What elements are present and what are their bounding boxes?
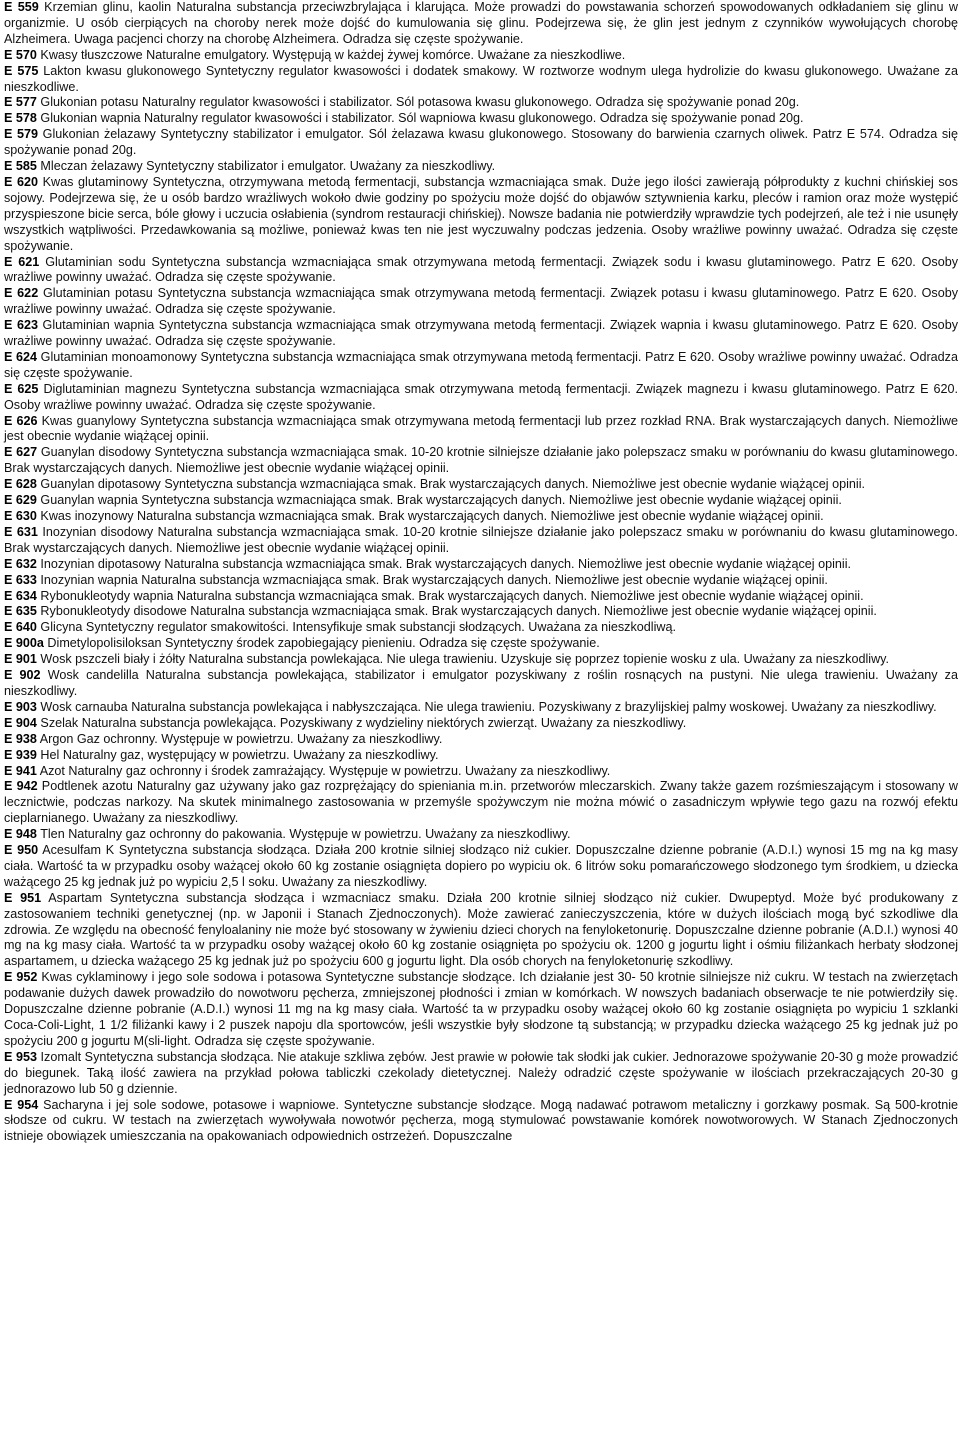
additive-description: Inozynian dipotasowy Naturalna substancja wzmacniająca smak. Brak wystarczających danych. Niemożliwe jest obecnie wydanie wiążącej opinii. <box>36 556 852 571</box>
additive-entry <box>4 318 958 350</box>
additive-entry <box>4 445 958 477</box>
additive-code: E 941 <box>4 763 37 778</box>
additive-entry <box>4 827 958 843</box>
additive-description: Guanylan disodowy Syntetyczna substancja wzmacniająca smak. 10-20 krotnie silniejsze działanie jako polepszacz smaku w porównaniu do kwasu glutaminowego. Brak wystarczających danych. Niemożliwe jest obecnie wydanie wiążącej opinii. <box>4 445 958 476</box>
additive-entry <box>4 159 958 175</box>
additive-description: Kwas glutaminowy Syntetyczna, otrzymywana metodą fermentacji, substancja wzmacniająca smak. Duże jego ilości zawierają półprodukty z kuchni chińskiej sos sojowy. Podejrzewa się, że u osób bardzo wrażliwych wokoło dwie godziny po spożyciu może dojść do objawów sztywnienia karku, pleców i ramion oraz może występić przyspieszone bicie serca, bóle głowy i uczucia osłabienia (syndrom restauracji chińskiej). Nowsze badania nie potwierdziły wprawdzie tych podejrzeń, ale też i nie usunęły wszystkich wątpliwości. Przedawkowania są możliwe, ponieważ kwas ten nie jest wyczuwalny podczas jedzenia. Osoby wrażliwe powinny uważać. Odradza się częste spożywanie. <box>4 174 958 253</box>
additive-entry <box>4 1098 958 1146</box>
additive-code: E 904 <box>4 715 37 730</box>
additive-description: Kwas inozynowy Naturalna substancja wzmacniająca smak. Brak wystarczających danych. Niemożliwe jest obecnie wydanie wiążącej opinii. <box>36 509 824 523</box>
additive-description: Glicyna Syntetyczny regulator smakowitości. Intensyfikuje smak substancji słodzących. Uważana za nieszkodliwą. <box>36 620 676 635</box>
additive-description: Lakton kwasu glukonowego Syntetyczny regulator kwasowości i dodatek smakowy. W roztworze wodnym ulega hydrolizie do kwasu glukonowego. Uważane za nieszkodliwe. <box>4 63 958 94</box>
additive-description: Argon Gaz ochronny. Występuje w powietrzu. Uważany za nieszkodliwy. <box>36 731 443 746</box>
additive-description: Kwasy tłuszczowe Naturalne emulgatory. Występują w każdej żywej komórce. Uważane za nieszkodliwe. <box>36 47 626 62</box>
additive-entry <box>4 668 958 700</box>
additive-entry <box>4 779 958 827</box>
additive-entry <box>4 64 958 96</box>
additive-code: E 623 <box>4 318 38 333</box>
additive-description: Glukonian wapnia Naturalny regulator kwasowości i stabilizator. Sól wapniowa kwasu glukonowego. Odradza się spożywanie ponad 20g. <box>36 111 804 126</box>
additive-code: E 635 <box>4 604 37 619</box>
additive-entry <box>4 843 958 891</box>
additive-entry <box>4 127 958 159</box>
additive-code: E 950 <box>4 843 39 858</box>
additive-entry <box>4 525 958 557</box>
additive-description: Wosk pszczeli biały i żółty Naturalna substancja powlekająca. Nie ulega trawieniu. Uzyskuje się poprzez topienie wosku z ula. Uważany za nieszkodliwy. <box>36 652 890 667</box>
additive-description: Inozynian wapnia Naturalna substancja wzmacniająca smak. Brak wystarczających danych. Niemożliwe jest obecnie wydanie wiążącej opinii. <box>36 572 828 587</box>
additive-code: E 575 <box>4 63 39 78</box>
additive-entry <box>4 493 958 509</box>
additive-entry <box>4 350 958 382</box>
additive-entry <box>4 970 958 1050</box>
additive-description: Rybonukleotydy wapnia Naturalna substancja wzmacniająca smak. Brak wystarczających danych. Niemożliwe jest obecnie wydanie wiążącej opinii. <box>36 588 864 603</box>
additive-description: Glutaminian sodu Syntetyczna substancja wzmacniająca smak otrzymywana metodą fermentacji. Związek sodu i kwasu glutaminowego. Patrz E 620. Osoby wrażliwe powinny uważać. Odradza się częste spożywanie. <box>4 254 958 285</box>
additive-entry <box>4 764 958 780</box>
additive-entry <box>4 414 958 446</box>
additive-code: E 952 <box>4 970 38 985</box>
additive-entry <box>4 175 958 255</box>
additive-code: E 938 <box>4 731 37 746</box>
additive-code: E 570 <box>4 47 37 62</box>
additive-code: E 634 <box>4 588 37 603</box>
additive-entry <box>4 748 958 764</box>
additive-entry <box>4 255 958 287</box>
additive-entry <box>4 589 958 605</box>
additive-entry <box>4 716 958 732</box>
additive-description: Azot Naturalny gaz ochronny i środek zamrażający. Występuje w powietrzu. Uważany za nieszkodliwy. <box>36 763 611 778</box>
additive-description: Sacharyna i jej sole sodowe, potasowe i wapniowe. Syntetyczne substancje słodzące. Mogą nadawać potrawom metaliczny i gorzkawy posmak. Są 500-krotnie słodsze od cukru. W testach na zwierzętach wywoływała nowotwór pęcherza, mogą stymulować powstawanie komórek nowotworowych. W Stanach Zjednoczonych istnieje obowiązek umieszczania na opakowaniach odpowiednich ostrzeżeń. Dopuszczalne <box>4 1097 958 1144</box>
additive-entry <box>4 111 958 127</box>
additive-entry <box>4 1050 958 1098</box>
additive-description: Szelak Naturalna substancja powlekająca. Pozyskiwany z wydzieliny niektórych zwierząt. Uważany za nieszkodliwy. <box>36 715 687 730</box>
additive-description: Glukonian potasu Naturalny regulator kwasowości i stabilizator. Sól potasowa kwasu glukonowego. Odradza się spożywanie ponad 20g. <box>36 95 800 110</box>
additive-code: E 640 <box>4 620 37 635</box>
additive-description: Guanylan wapnia Syntetyczna substancja wzmacniająca smak. Brak wystarczających danych. Niemożliwe jest obecnie wydanie wiążącej opinii. <box>36 493 842 508</box>
additive-code: E 951 <box>4 890 42 905</box>
additive-code: E 942 <box>4 779 38 794</box>
additive-code: E 953 <box>4 1049 37 1064</box>
additive-code: E 903 <box>4 699 37 714</box>
additive-code: E 578 <box>4 111 37 126</box>
additive-code: E 625 <box>4 381 39 396</box>
additive-description: Krzemian glinu, kaolin Naturalna substancja przeciwzbrylająca i klarująca. Może prowadzi do powstawania schorzeń spowodowanych odkładaniem się glinu w organizmie. U osób cierpiących na choroby nerek może dojść do kumulowania się glinu. Podejrzewa się, że glin jest jednym z czynników wywołujących chorobę Alzheimera. Uwaga pacjenci chorzy na chorobę Alzheimera. Odradza się częste spożywanie. <box>4 0 958 46</box>
additive-description: Aspartam Syntetyczna substancja słodząca i wzmacniacz smaku. Działa 200 krotnie silniej słodząco niż cukier. Dwupeptyd. Może być produkowany z zastosowaniem techniki genetycznej (np. w Japonii i Stanach Zjednoczonych). Może zawierać zanieczyszczenia, które w dużych ilościach mogą być szkodliwe dla zdrowia. Ze względu na obecność fenyloalaniny nie może być stosowany w żywieniu dzieci chorych na fenyloketonurię. Dopuszczalne dzienne pobranie (A.D.I.) wynosi 40 mg na kg masy ciała. Wartość ta w przypadku osoby ważącej około 60 kg zostanie osiągnięta po spożyciu ok. 1200 g jogurtu light i ośmiu filiżankach herbaty słodzonej aspartamem, u dziecka ważącego 25 kg jednak już po spożyciu 600 g jogurtu light. Dla osób chorych na fenyloketonurię szkodliwy. <box>4 890 958 969</box>
additive-description: Wosk candelilla Naturalna substancja powlekająca, stabilizator i emulgator pozyskiwany z roślin rosnących na pustyni. Nie ulega trawieniu. Uważany za nieszkodliwy. <box>4 668 958 698</box>
additive-code: E 627 <box>4 445 38 460</box>
additive-entry <box>4 573 958 589</box>
additive-description: Dimetylopolisiloksan Syntetyczny środek zapobiegający pienieniu. Odradza się częste spożywanie. <box>43 636 600 651</box>
additive-description: Glutaminian potasu Syntetyczna substancja wzmacniająca smak otrzymywana metodą fermentacji. Związek potasu i kwasu glutaminowego. Patrz E 620. Osoby wrażliwe powinny uważać. Odradza się częste spożywanie. <box>4 286 958 317</box>
additive-description: Glukonian żelazawy Syntetyczny stabilizator i emulgator. Sól żelazawa kwasu glukonowego. Stosowany do barwienia czarnych oliwek. Patrz E 574. Odradza się spożywanie ponad 20g. <box>4 127 958 158</box>
additive-entry <box>4 620 958 636</box>
additive-entry <box>4 557 958 573</box>
additive-code: E 631 <box>4 524 38 539</box>
additive-entry <box>4 636 958 652</box>
additive-code: E 559 <box>4 0 39 14</box>
additive-entry <box>4 652 958 668</box>
additive-code: E 626 <box>4 413 38 428</box>
additive-code: E 630 <box>4 509 37 523</box>
additive-description: Kwas cyklaminowy i jego sole sodowa i potasowa Syntetyczne substancje słodzące. Ich działanie jest 30- 50 krotnie silniejsze niż cukru. W testach na zwierzętach podawanie dużych dawek prowadziło do nowotworu pęcherza, zmniejszonej płodności i zmian w komórkach. W nowszych badaniach obserwacje te nie potwierdziły się. Dopuszczalne dzienne pobranie (A.D.I.) wynosi 11 mg na kg masy ciała. Wartość ta w przypadku osoby ważącej około 60 kg zostanie osiągnięta po wypiciu 1 szklanki Coca-Coli-Light, 1 1/2 filiżanki kawy i 2 puszek napoju dla sportowców, jeśli wszystkie były słodzone tą substancją; w przypadku dziecka ważącego 25 kg jednak już po spożyciu 200 g jogurtu M(sli-light. Odradza się częste spożywanie. <box>4 970 958 1048</box>
additive-description: Tlen Naturalny gaz ochronny do pakowania. Występuje w powietrzu. Uważany za nieszkodliwy. <box>36 827 571 842</box>
additive-code: E 628 <box>4 477 37 492</box>
additive-code: E 577 <box>4 95 37 110</box>
additive-entry <box>4 604 958 620</box>
additive-description: Rybonukleotydy disodowe Naturalna substancja wzmacniająca smak. Brak wystarczających danych. Niemożliwe jest obecnie wydanie wiążącej opinii. <box>36 604 877 619</box>
additive-code: E 579 <box>4 127 39 142</box>
additive-list <box>4 0 958 1145</box>
additive-entry <box>4 286 958 318</box>
additive-description: Inozynian disodowy Naturalna substancja wzmacniająca smak. 10-20 krotnie silniejsze działanie jako polepszacz smaku w porównaniu do kwasu glutaminowego. Brak wystarczających danych. Niemożliwe jest obecnie wydanie wiążącej opinii. <box>4 524 959 555</box>
additive-entry <box>4 0 958 48</box>
additive-description: Diglutaminian magnezu Syntetyczna substancja wzmacniająca smak otrzymywana metodą fermentacji. Związek magnezu i kwasu glutaminowego. Patrz E 620. Osoby wrażliwe powinny uważać. Odradza się częste spożywanie. <box>4 381 958 412</box>
additive-code: E 624 <box>4 349 38 364</box>
additive-code: E 622 <box>4 286 39 301</box>
additive-description: Mleczan żelazawy Syntetyczny stabilizator i emulgator. Uważany za nieszkodliwy. <box>36 159 496 174</box>
additive-description: Glutaminian wapnia Syntetyczna substancja wzmacniająca smak otrzymywana metodą fermentacji. Związek wapnia i kwasu glutaminowego. Patrz E 620. Osoby wrażliwe powinny uważać. Odradza się częste spożywanie. <box>4 318 958 349</box>
additive-entry <box>4 509 958 525</box>
additive-code: E 948 <box>4 827 37 842</box>
additive-description: Izomalt Syntetyczna substancja słodząca. Nie atakuje szkliwa zębów. Jest prawie w połowie tak słodki jak cukier. Jednorazowe spożywanie 20-30 g może prowadzić do biegunek. Taką ilość zawiera na przykład połowa tabliczki czekolady dietetycznej. Należy odradzić częste spożywanie w ilościach przekraczających 20-30 g jednorazowo lub 50 g dziennie. <box>4 1049 958 1096</box>
additive-entry <box>4 732 958 748</box>
additive-description: Kwas guanylowy Syntetyczna substancja wzmacniająca smak otrzymywana metodą fermentacji lub przez rozkład RNA. Brak wystarczających danych. Niemożliwe jest obecnie wydanie wiążącej opinii. <box>4 413 958 444</box>
additive-code: E 901 <box>4 652 37 667</box>
additive-code: E 620 <box>4 174 39 189</box>
additive-entry <box>4 891 958 971</box>
additive-code: E 939 <box>4 747 37 762</box>
additive-entry <box>4 95 958 111</box>
additive-code: E 629 <box>4 493 37 508</box>
additive-description: Acesulfam K Syntetyczna substancja słodząca. Działa 200 krotnie silniej słodząco niż cukier. Dopuszczalne dzienne pobranie (A.D.I.) wynosi 15 mg na kg masy ciała. Wartość ta w przypadku osoby ważącej około 60 kg zostanie osiągnięta dopiero po wypiciu ok. 6 litrów soku pomarańczowego słodzonego tym środkiem, u dziecka ważącego 25 kg jednak już po wypiciu 2,5 l soku. Uważany za nieszkodliwy. <box>4 843 958 889</box>
additive-entry <box>4 477 958 493</box>
additive-entry <box>4 700 958 716</box>
additive-code: E 632 <box>4 556 37 571</box>
additive-entry <box>4 382 958 414</box>
additive-description: Wosk carnauba Naturalna substancja powlekająca i nabłyszczająca. Nie ulega trawieniu. Pozyskiwany z brazylijskiej palmy woskowej. Uważany za nieszkodliwy. <box>36 699 937 714</box>
additive-code: E 954 <box>4 1097 39 1112</box>
additive-description: Hel Naturalny gaz, występujący w powietrzu. Uważany za nieszkodliwy. <box>36 747 439 762</box>
additive-code: E 633 <box>4 572 37 587</box>
additive-code: E 900a <box>4 636 44 651</box>
additive-code: E 585 <box>4 159 37 174</box>
additive-entry <box>4 48 958 64</box>
additive-code: E 621 <box>4 254 40 269</box>
additive-description: Glutaminian monoamonowy Syntetyczna substancja wzmacniająca smak otrzymywana metodą fermentacji. Patrz E 620. Osoby wrażliwe powinny uważać. Odradza się częste spożywanie. <box>4 349 958 380</box>
additive-description: Podtlenek azotu Naturalny gaz używany jako gaz rozprężający do spieniania m.in. przetworów mleczarskich. Zwany także gazem rozśmieszającym i stosowany w lecznictwie, podczas narkozy. Na skutek minimalnego zastosowania w przemyśle spożywczym nie można mówić o zasadniczym wpływie tego gazu na rozwój efektu cieplarnianego. Uważany za nieszkodliwy. <box>4 779 958 826</box>
additive-code: E 902 <box>4 668 41 683</box>
additive-description: Guanylan dipotasowy Syntetyczna substancja wzmacniająca smak. Brak wystarczających danych. Niemożliwe jest obecnie wydanie wiążącej opinii. <box>36 477 865 492</box>
